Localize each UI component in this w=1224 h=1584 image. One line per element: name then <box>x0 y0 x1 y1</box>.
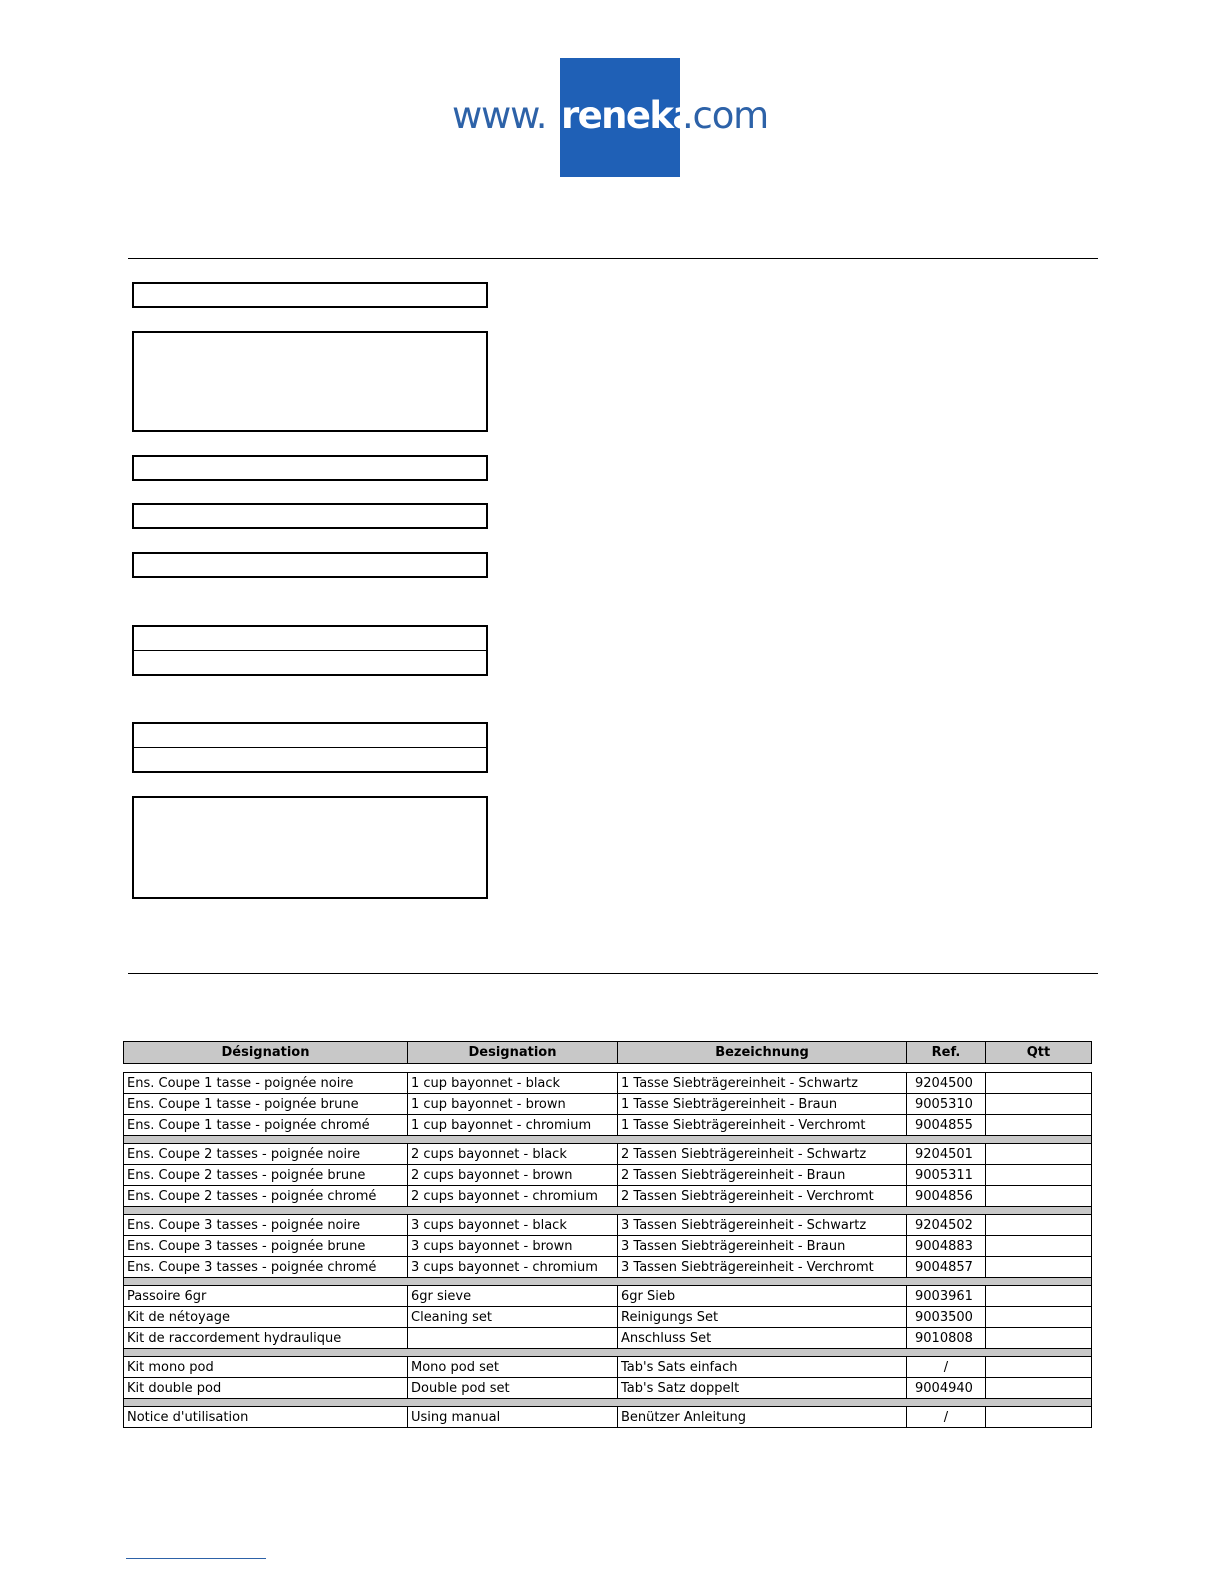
cell-fr: Ens. Coupe 1 tasse - poignée chromé <box>124 1115 408 1136</box>
logo-prefix: www. <box>452 94 547 137</box>
cell-en: 1 cup bayonnet - chromium <box>408 1115 618 1136</box>
cell-ref: 9004857 <box>907 1257 986 1278</box>
table-row <box>124 1257 1092 1278</box>
top-divider <box>128 258 1098 259</box>
form-field-1[interactable] <box>132 282 488 308</box>
cell-fr: Kit mono pod <box>124 1357 408 1378</box>
cell-qtt[interactable] <box>986 1407 1092 1428</box>
cell-fr: Kit double pod <box>124 1378 408 1399</box>
table-row <box>124 1378 1092 1399</box>
cell-qtt[interactable] <box>986 1073 1092 1094</box>
cell-qtt[interactable] <box>986 1257 1092 1278</box>
cell-en: 6gr sieve <box>408 1286 618 1307</box>
cell-de: 6gr Sieb <box>618 1286 907 1307</box>
cell-ref: 9003500 <box>907 1307 986 1328</box>
table-row <box>124 1215 1092 1236</box>
cell-qtt[interactable] <box>986 1357 1092 1378</box>
cell-fr: Ens. Coupe 3 tasses - poignée chromé <box>124 1257 408 1278</box>
cell-de: 2 Tassen Siebträgereinheit - Braun <box>618 1165 907 1186</box>
form-field-7[interactable] <box>132 722 488 773</box>
group-separator <box>124 1207 1092 1215</box>
cell-fr: Notice d'utilisation <box>124 1407 408 1428</box>
header-qtt: Qtt <box>986 1042 1092 1064</box>
cell-fr: Kit de raccordement hydraulique <box>124 1328 408 1349</box>
table-row <box>124 1144 1092 1165</box>
form-field-3[interactable] <box>132 455 488 481</box>
spacer <box>124 1064 1092 1073</box>
table-row <box>124 1407 1092 1428</box>
cell-qtt[interactable] <box>986 1165 1092 1186</box>
table-row <box>124 1094 1092 1115</box>
table-row <box>124 1165 1092 1186</box>
header-designation-fr: Désignation <box>124 1042 408 1064</box>
cell-qtt[interactable] <box>986 1144 1092 1165</box>
cell-de: 1 Tasse Siebträgereinheit - Schwartz <box>618 1073 907 1094</box>
cell-ref: / <box>907 1357 986 1378</box>
cell-en: 2 cups bayonnet - brown <box>408 1165 618 1186</box>
cell-fr: Ens. Coupe 1 tasse - poignée brune <box>124 1094 408 1115</box>
group-separator <box>124 1399 1092 1407</box>
form-field-6[interactable] <box>132 625 488 676</box>
cell-en: 1 cup bayonnet - brown <box>408 1094 618 1115</box>
cell-ref: 9005311 <box>907 1165 986 1186</box>
cell-qtt[interactable] <box>986 1186 1092 1207</box>
cell-de: Benützer Anleitung <box>618 1407 907 1428</box>
cell-ref: 9204502 <box>907 1215 986 1236</box>
header-designation-en: Designation <box>408 1042 618 1064</box>
cell-qtt[interactable] <box>986 1286 1092 1307</box>
cell-de: 1 Tasse Siebträgereinheit - Verchromt <box>618 1115 907 1136</box>
reneka-logo <box>452 58 772 178</box>
header-ref: Ref. <box>907 1042 986 1064</box>
cell-qtt[interactable] <box>986 1307 1092 1328</box>
group-separator <box>124 1349 1092 1357</box>
table-row <box>124 1286 1092 1307</box>
cell-ref: 9004855 <box>907 1115 986 1136</box>
footer-link-underline[interactable] <box>126 1558 266 1559</box>
table-row <box>124 1115 1092 1136</box>
cell-ref: 9204500 <box>907 1073 986 1094</box>
table-row <box>124 1236 1092 1257</box>
cell-ref: 9004940 <box>907 1378 986 1399</box>
cell-de: Anschluss Set <box>618 1328 907 1349</box>
cell-en: 2 cups bayonnet - black <box>408 1144 618 1165</box>
cell-qtt[interactable] <box>986 1094 1092 1115</box>
form-field-5[interactable] <box>132 552 488 578</box>
cell-en: 2 cups bayonnet - chromium <box>408 1186 618 1207</box>
cell-en: Cleaning set <box>408 1307 618 1328</box>
cell-ref: 9204501 <box>907 1144 986 1165</box>
cell-qtt[interactable] <box>986 1115 1092 1136</box>
cell-en: Double pod set <box>408 1378 618 1399</box>
cell-de: Reinigungs Set <box>618 1307 907 1328</box>
table-row <box>124 1328 1092 1349</box>
cell-fr: Ens. Coupe 3 tasses - poignée noire <box>124 1215 408 1236</box>
form-field-4[interactable] <box>132 503 488 529</box>
cell-en <box>408 1328 618 1349</box>
cell-fr: Ens. Coupe 2 tasses - poignée chromé <box>124 1186 408 1207</box>
cell-fr: Ens. Coupe 2 tasses - poignée noire <box>124 1144 408 1165</box>
group-separator <box>124 1136 1092 1144</box>
cell-ref: 9004856 <box>907 1186 986 1207</box>
cell-ref: 9004883 <box>907 1236 986 1257</box>
cell-de: 2 Tassen Siebträgereinheit - Schwartz <box>618 1144 907 1165</box>
cell-fr: Passoire 6gr <box>124 1286 408 1307</box>
cell-qtt[interactable] <box>986 1328 1092 1349</box>
cell-qtt[interactable] <box>986 1236 1092 1257</box>
cell-de: 1 Tasse Siebträgereinheit - Braun <box>618 1094 907 1115</box>
logo-suffix: .com <box>682 94 768 137</box>
table-row <box>124 1073 1092 1094</box>
parts-table <box>123 1041 1092 1428</box>
cell-en: Using manual <box>408 1407 618 1428</box>
cell-de: 3 Tassen Siebträgereinheit - Braun <box>618 1236 907 1257</box>
form-field-2[interactable] <box>132 331 488 432</box>
cell-fr: Kit de nétoyage <box>124 1307 408 1328</box>
header-bezeichnung-de: Bezeichnung <box>618 1042 907 1064</box>
cell-de: 2 Tassen Siebträgereinheit - Verchromt <box>618 1186 907 1207</box>
cell-de: Tab's Satz doppelt <box>618 1378 907 1399</box>
cell-fr: Ens. Coupe 2 tasses - poignée brune <box>124 1165 408 1186</box>
cell-de: 3 Tassen Siebträgereinheit - Verchromt <box>618 1257 907 1278</box>
cell-de: 3 Tassen Siebträgereinheit - Schwartz <box>618 1215 907 1236</box>
cell-fr: Ens. Coupe 1 tasse - poignée noire <box>124 1073 408 1094</box>
table-row <box>124 1186 1092 1207</box>
cell-en: 3 cups bayonnet - black <box>408 1215 618 1236</box>
cell-qtt[interactable] <box>986 1378 1092 1399</box>
table-row <box>124 1357 1092 1378</box>
cell-en: 3 cups bayonnet - chromium <box>408 1257 618 1278</box>
cell-qtt[interactable] <box>986 1215 1092 1236</box>
cell-ref: 9003961 <box>907 1286 986 1307</box>
cell-ref: 9005310 <box>907 1094 986 1115</box>
table-row <box>124 1307 1092 1328</box>
cell-ref: 9010808 <box>907 1328 986 1349</box>
cell-en: 3 cups bayonnet - brown <box>408 1236 618 1257</box>
middle-divider <box>128 973 1098 974</box>
logo-brand: reneka <box>561 94 696 137</box>
group-separator <box>124 1278 1092 1286</box>
cell-fr: Ens. Coupe 3 tasses - poignée brune <box>124 1236 408 1257</box>
cell-ref: / <box>907 1407 986 1428</box>
cell-en: 1 cup bayonnet - black <box>408 1073 618 1094</box>
table-header-row <box>124 1042 1092 1064</box>
cell-en: Mono pod set <box>408 1357 618 1378</box>
cell-de: Tab's Sats einfach <box>618 1357 907 1378</box>
form-field-8[interactable] <box>132 796 488 899</box>
